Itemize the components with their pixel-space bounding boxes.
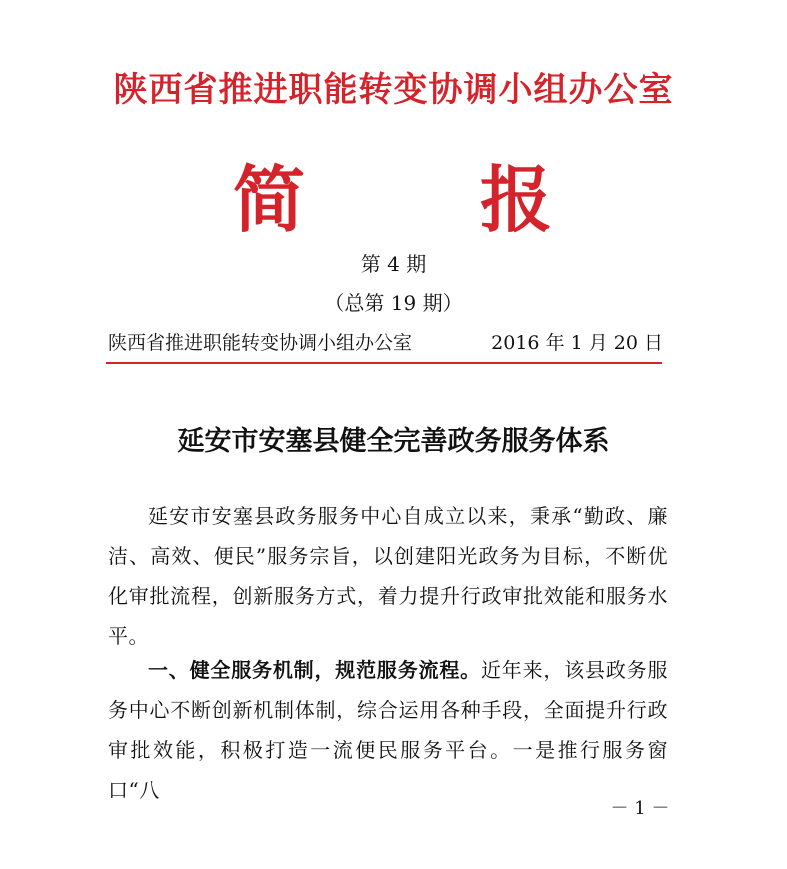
page-number: － 1 － xyxy=(610,798,670,819)
bulletin-title-char-2: 报 xyxy=(480,157,553,242)
bulletin-title-char-1: 简 xyxy=(233,157,306,242)
header-divider xyxy=(106,362,662,364)
article-title: 延安市安塞县健全完善政务服务体系 xyxy=(177,426,610,457)
publication-date: 2016 年 1 月 20 日 xyxy=(491,332,663,354)
publisher-name: 陕西省推进职能转变协调小组办公室 xyxy=(108,332,413,354)
issue-number: 第 4 期 xyxy=(360,252,427,276)
section-body: 近年来，该县政务服务中心不断创新机制体制，综合运用各种手段，全面提升行政审批效能，积极打造一流便民服务平台。一是推行服务窗口“八 xyxy=(108,658,668,802)
total-issue-number: （总第 19 期） xyxy=(324,291,463,315)
article-paragraph-2 xyxy=(108,650,668,810)
publication-meta xyxy=(108,328,663,358)
section-heading: 一、健全服务机制，规范服务流程。 xyxy=(148,658,481,682)
article-paragraph-1: 延安市安塞县政务服务中心自成立以来，秉承“勤政、廉洁、高效、便民”服务宗旨，以创建阳光政务为目标，不断优化审批流程，创新服务方式，着力提升行政审批效能和服务水平。 xyxy=(108,504,668,648)
issuer-title: 陕西省推进职能转变协调小组办公室 xyxy=(113,70,674,110)
